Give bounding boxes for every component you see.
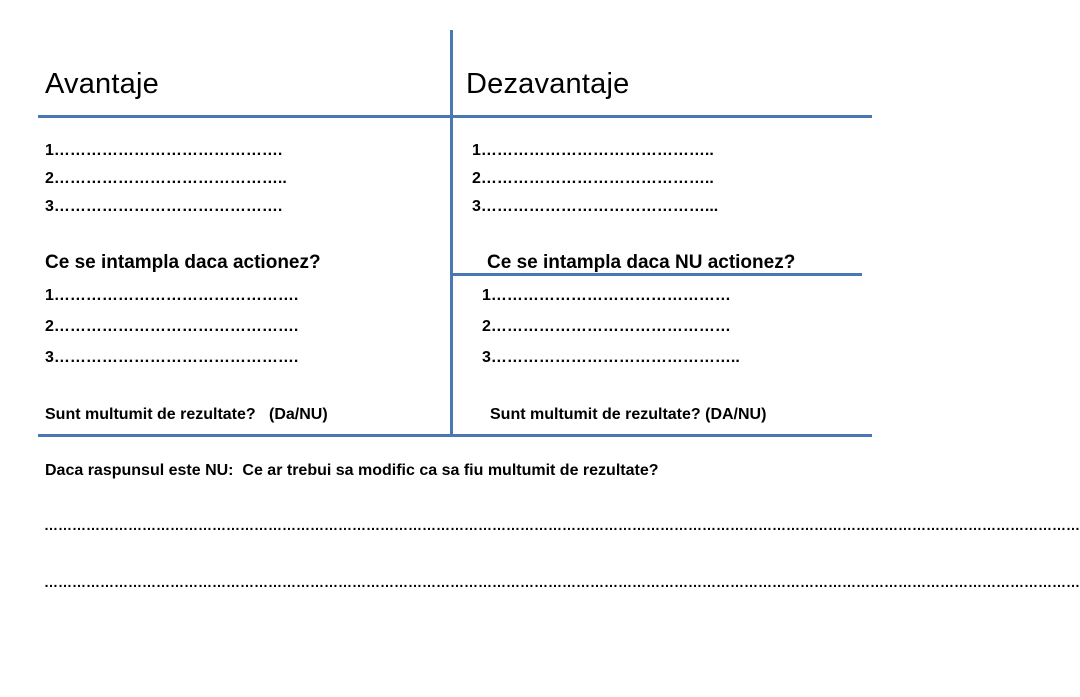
bottom-divider <box>38 434 872 437</box>
header-avantaje: Avantaje <box>45 68 159 100</box>
list-bottom-right <box>482 282 740 372</box>
list-item: 2……………………………………… <box>482 318 731 335</box>
list-top-right <box>472 137 718 221</box>
list-item: 3……………………………………. <box>45 198 283 215</box>
answer-line-1: …………………………………………………………………………………………………………………………………………………………………………………………………… <box>44 517 1080 533</box>
question-not-act: Ce se intampla daca NU actionez? <box>487 252 796 273</box>
vertical-divider <box>450 30 453 435</box>
list-item: 3……………………………………….. <box>482 349 740 366</box>
list-item: 3………………………………………. <box>45 349 299 366</box>
list-item: 2………………………………………. <box>45 318 299 335</box>
list-item: 2…………………………………….. <box>472 170 714 187</box>
list-bottom-left <box>45 282 298 372</box>
question-act: Ce se intampla daca actionez? <box>45 252 321 273</box>
list-item: 3……………………………………... <box>472 198 719 215</box>
list-item: 1……………………………………. <box>45 142 283 159</box>
satisfaction-question-left: Sunt multumit de rezultate? (Da/NU) <box>45 406 328 423</box>
list-top-left <box>45 137 287 221</box>
followup-question: Daca raspunsul este NU: Ce ar trebui sa modific ca sa fiu multumit de rezultate? <box>45 462 659 479</box>
list-item: 1…………………………………….. <box>472 142 714 159</box>
list-item: 1……………………………………… <box>482 287 731 304</box>
satisfaction-question-right: Sunt multumit de rezultate? (DA/NU) <box>490 406 767 423</box>
list-item: 2…………………………………….. <box>45 170 287 187</box>
header-dezavantaje: Dezavantaje <box>466 68 630 100</box>
list-item: 1………………………………………. <box>45 287 299 304</box>
header-divider <box>38 115 872 118</box>
answer-line-2: …………………………………………………………………………………………………………………………………………………………………………………………………… <box>44 574 1080 590</box>
